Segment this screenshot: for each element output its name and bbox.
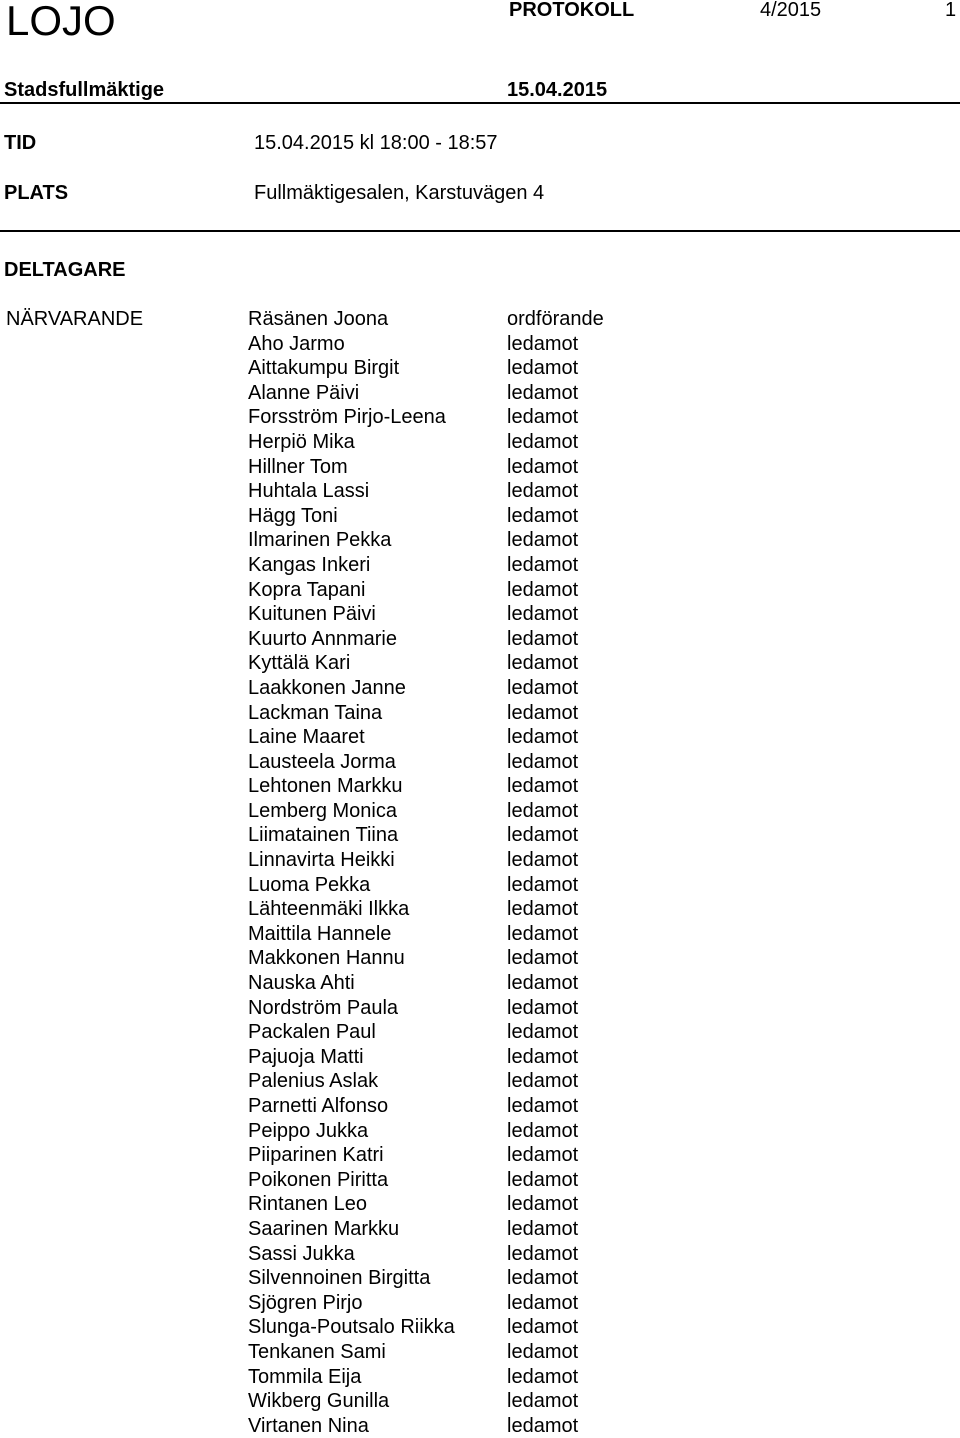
participant-name: Sjögren Pirjo (248, 1291, 363, 1314)
participant-row (248, 1020, 604, 1045)
organization-name: LOJO (6, 0, 116, 44)
participant-name: Aho Jarmo (248, 332, 345, 355)
participant-role: ledamot (507, 701, 579, 724)
participant-name: Herpiö Mika (248, 430, 355, 453)
section-divider (0, 230, 960, 232)
section-title: DELTAGARE (4, 259, 126, 281)
participant-name: Lausteela Jorma (248, 750, 396, 773)
participant-row (248, 750, 604, 775)
participant-name: Kangas Inkeri (248, 553, 371, 576)
participant-name: Tommila Eija (248, 1365, 362, 1388)
participant-row (248, 381, 604, 406)
participant-row (248, 578, 604, 603)
participant-name: Lemberg Monica (248, 799, 397, 822)
participant-row (248, 676, 604, 701)
participant-row (248, 1414, 604, 1438)
participant-role: ledamot (507, 406, 579, 429)
participant-row (248, 528, 604, 553)
time-label: TID (4, 132, 37, 154)
participant-role: ledamot (507, 676, 579, 699)
participant-row (248, 848, 604, 873)
participant-name: Laakkonen Janne (248, 676, 406, 699)
participant-name: Pajuoja Matti (248, 1045, 364, 1068)
participant-name: Kuitunen Päivi (248, 603, 376, 626)
participant-name: Kuurto Annmarie (248, 627, 397, 650)
participant-role: ledamot (507, 504, 579, 527)
participant-row (248, 971, 604, 996)
participant-row (248, 1069, 604, 1094)
participant-name: Kyttälä Kari (248, 652, 351, 675)
participant-role: ledamot (507, 1390, 579, 1413)
participant-row (248, 1094, 604, 1119)
participant-row (248, 1242, 604, 1267)
participant-name: Wikberg Gunilla (248, 1390, 390, 1413)
participant-role: ledamot (507, 1340, 579, 1363)
participant-name: Saarinen Markku (248, 1217, 400, 1240)
participant-row (248, 455, 604, 480)
participant-role: ledamot (507, 381, 579, 404)
participant-row (248, 332, 604, 357)
participant-name: Ilmarinen Pekka (248, 529, 392, 552)
participant-row (248, 1143, 604, 1168)
participant-row (248, 307, 604, 332)
participant-row (248, 1045, 604, 1070)
participant-name: Silvennoinen Birgitta (248, 1267, 431, 1290)
participant-name: Lehtonen Markku (248, 775, 403, 798)
participant-name: Slunga-Poutsalo Riikka (248, 1316, 455, 1339)
participant-role: ledamot (507, 627, 579, 650)
participant-row (248, 873, 604, 898)
participant-row (248, 823, 604, 848)
participant-name: Piiparinen Katri (248, 1144, 384, 1167)
place-value: Fullmäktigesalen, Karstuvägen 4 (254, 182, 545, 204)
participant-row (248, 405, 604, 430)
header-divider (0, 102, 960, 104)
participant-role: ledamot (507, 553, 579, 576)
participant-role: ledamot (507, 1095, 579, 1117)
participant-role: ledamot (507, 996, 579, 1019)
participant-row (248, 946, 604, 971)
group-label: NÄRVARANDE (6, 308, 144, 330)
participant-name: Huhtala Lassi (248, 480, 370, 503)
participant-role: ledamot (507, 1242, 579, 1265)
participant-role: ledamot (507, 1267, 579, 1290)
participant-name: Nauska Ahti (248, 972, 355, 995)
participant-row (248, 479, 604, 504)
participant-row (248, 1192, 604, 1217)
participant-row (248, 1217, 604, 1242)
participant-role: ledamot (507, 529, 579, 552)
participant-row (248, 701, 604, 726)
participant-role: ledamot (507, 1021, 579, 1044)
participant-row (248, 430, 604, 455)
participant-role: ledamot (507, 898, 579, 921)
participant-role: ledamot (507, 455, 579, 478)
participant-name: Parnetti Alfonso (248, 1095, 389, 1117)
participant-role: ledamot (507, 1045, 579, 1068)
participant-role: ledamot (507, 947, 579, 970)
participant-row (248, 1340, 604, 1365)
participant-name: Maittila Hannele (248, 922, 392, 945)
document-number: 4/2015 (760, 0, 822, 21)
participant-name: Liimatainen Tiina (248, 824, 399, 847)
participant-row (248, 799, 604, 824)
participant-role: ledamot (507, 1144, 579, 1167)
organ-date: 15.04.2015 (507, 79, 608, 101)
participant-row (248, 725, 604, 750)
participant-row (248, 996, 604, 1021)
participant-row (248, 504, 604, 529)
participant-role: ledamot (507, 824, 579, 847)
participant-row (248, 1168, 604, 1193)
participant-name: Virtanen Nina (248, 1414, 369, 1437)
participant-name: Forsström Pirjo-Leena (248, 406, 446, 429)
participant-row (248, 627, 604, 652)
participant-row (248, 356, 604, 381)
participant-role: ordförande (507, 308, 604, 330)
participant-role: ledamot (507, 1070, 579, 1093)
participant-role: ledamot (507, 1316, 579, 1339)
participant-role: ledamot (507, 873, 579, 896)
participant-row (248, 1365, 604, 1390)
page-number: 1 (945, 0, 957, 21)
participant-name: Räsänen Joona (248, 308, 389, 330)
organ-name: Stadsfullmäktige (4, 79, 165, 101)
participant-role: ledamot (507, 430, 579, 453)
participant-name: Alanne Päivi (248, 381, 360, 404)
participant-role: ledamot (507, 332, 579, 355)
participant-row (248, 553, 604, 578)
time-value: 15.04.2015 kl 18:00 - 18:57 (254, 132, 498, 154)
participant-name: Rintanen Leo (248, 1193, 367, 1216)
participant-name: Sassi Jukka (248, 1242, 355, 1265)
participant-role: ledamot (507, 1365, 579, 1388)
participant-row (248, 1266, 604, 1291)
place-label: PLATS (4, 182, 69, 204)
document-type: PROTOKOLL (509, 0, 635, 21)
participant-name: Lähteenmäki Ilkka (248, 898, 410, 921)
participant-name: Lackman Taina (248, 701, 383, 724)
participant-role: ledamot (507, 603, 579, 626)
participant-row (248, 602, 604, 627)
participant-role: ledamot (507, 775, 579, 798)
participant-role: ledamot (507, 726, 579, 749)
participant-name: Palenius Aslak (248, 1070, 379, 1093)
participant-role: ledamot (507, 652, 579, 675)
participant-row (248, 774, 604, 799)
participant-row (248, 1291, 604, 1316)
participant-role: ledamot (507, 972, 579, 995)
participant-row (248, 1389, 604, 1414)
participant-name: Tenkanen Sami (248, 1340, 386, 1363)
participant-role: ledamot (507, 849, 579, 872)
participant-name: Laine Maaret (248, 726, 365, 749)
participant-name: Aittakumpu Birgit (248, 357, 400, 380)
participant-row (248, 922, 604, 947)
participant-name: Packalen Paul (248, 1021, 376, 1044)
participant-role: ledamot (507, 1217, 579, 1240)
participant-role: ledamot (507, 480, 579, 503)
participant-name: Peippo Jukka (248, 1119, 369, 1142)
participant-role: ledamot (507, 799, 579, 822)
participant-row (248, 651, 604, 676)
participant-role: ledamot (507, 1193, 579, 1216)
participant-list (248, 307, 604, 1438)
participant-name: Linnavirta Heikki (248, 849, 395, 872)
participant-role: ledamot (507, 922, 579, 945)
participant-name: Luoma Pekka (248, 873, 371, 896)
participant-role: ledamot (507, 578, 579, 601)
participant-name: Hägg Toni (248, 504, 338, 527)
participant-name: Makkonen Hannu (248, 947, 405, 970)
participant-role: ledamot (507, 1291, 579, 1314)
participant-role: ledamot (507, 750, 579, 773)
participant-name: Nordström Paula (248, 996, 399, 1019)
participant-row (248, 1119, 604, 1144)
participant-role: ledamot (507, 1168, 579, 1191)
participant-name: Kopra Tapani (248, 578, 366, 601)
participant-name: Hillner Tom (248, 455, 348, 478)
participant-row (248, 897, 604, 922)
participant-role: ledamot (507, 1414, 579, 1437)
participant-name: Poikonen Piritta (248, 1168, 389, 1191)
participant-role: ledamot (507, 357, 579, 380)
participant-role: ledamot (507, 1119, 579, 1142)
participant-row (248, 1315, 604, 1340)
